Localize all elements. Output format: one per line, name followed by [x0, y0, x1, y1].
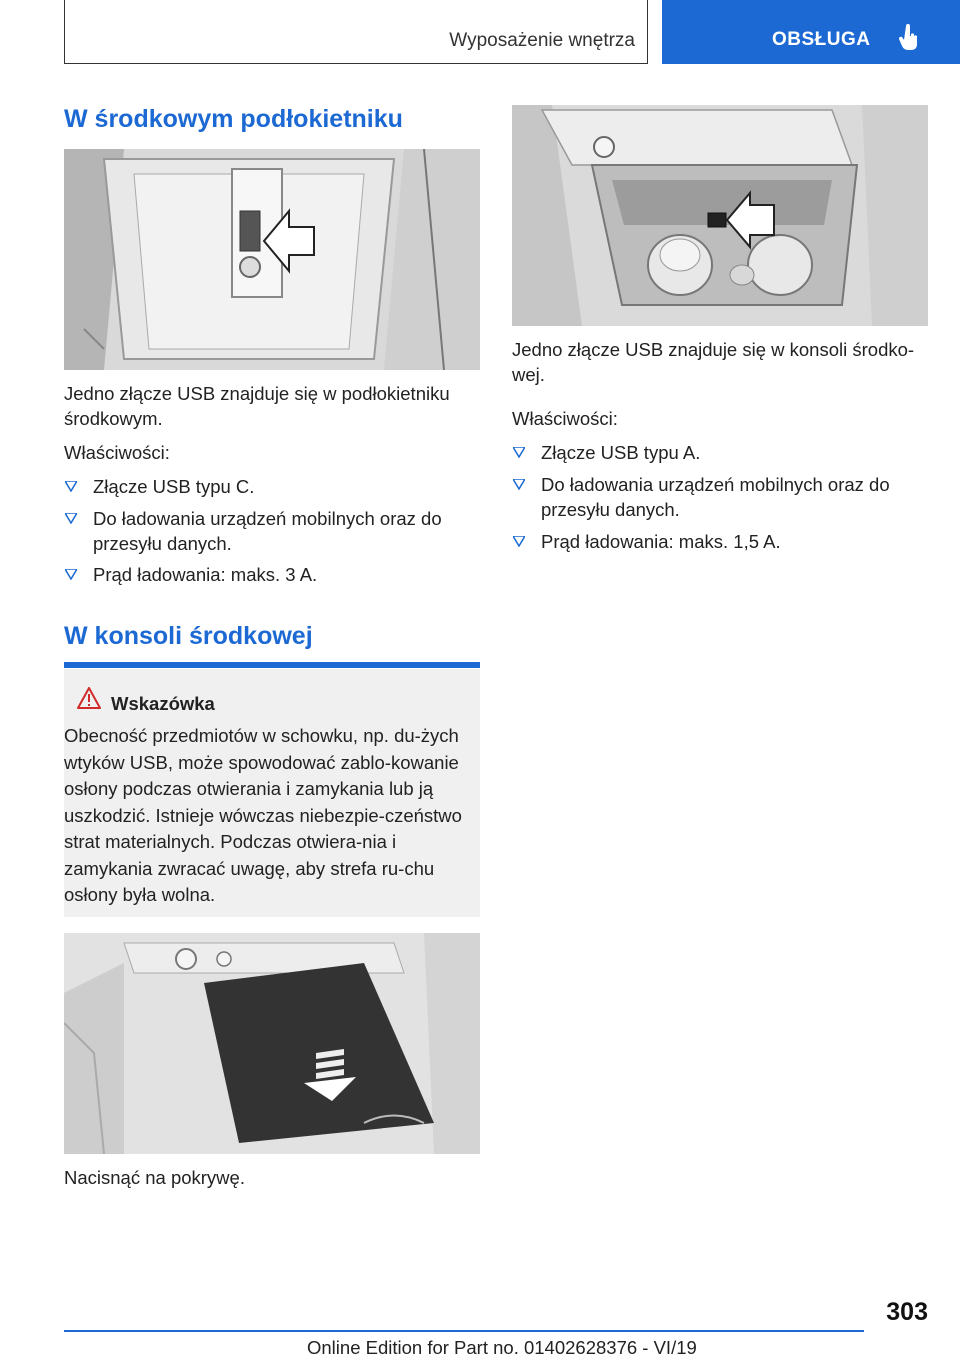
heading-center-console: W konsoli środkowej	[64, 622, 313, 650]
console-description: Jedno złącze USB znajduje się w konsoli środko-wej.	[512, 339, 915, 385]
list-item	[512, 529, 928, 554]
hand-pointer-icon	[898, 24, 920, 52]
cover-caption: Nacisnąć na pokrywę.	[64, 1167, 245, 1188]
list-item-text: Do ładowania urządzeń mobilnych oraz do przesyłu danych.	[93, 508, 442, 554]
triangle-bullet-icon	[513, 479, 525, 490]
list-item	[64, 562, 480, 587]
triangle-bullet-icon	[65, 481, 77, 492]
page-number: 303	[886, 1298, 928, 1326]
heading-armrest: W środkowym podłokietniku	[64, 105, 403, 133]
list-item-text: Prąd ładowania: maks. 1,5 A.	[541, 531, 781, 552]
list-item	[64, 474, 480, 499]
console-usb-image	[512, 105, 928, 326]
console-cover-image	[64, 933, 480, 1154]
armrest-usb-image	[64, 149, 480, 370]
triangle-bullet-icon	[513, 536, 525, 547]
footer-divider	[64, 1330, 864, 1332]
warning-box	[64, 669, 480, 917]
triangle-bullet-icon	[513, 447, 525, 458]
list-item-text: Do ładowania urządzeń mobilnych oraz do przesyłu danych.	[541, 474, 890, 520]
warning-title: Wskazówka	[111, 693, 215, 714]
list-item-text: Prąd ładowania: maks. 3 A.	[93, 564, 318, 585]
armrest-props-label: Właściwości:	[64, 442, 170, 463]
warning-triangle-icon	[77, 687, 101, 709]
list-item-text: Złącze USB typu C.	[93, 476, 255, 497]
list-item	[512, 440, 928, 465]
console-props-label: Właściwości:	[512, 408, 618, 429]
header-section-box	[64, 0, 648, 64]
header-section-title: Wyposażenie wnętrza	[449, 30, 635, 51]
section-divider	[64, 662, 480, 668]
list-item	[64, 506, 480, 556]
list-item	[512, 472, 928, 522]
footer-edition: Online Edition for Part no. 01402628376 - VI/19	[307, 1337, 697, 1358]
triangle-bullet-icon	[65, 569, 77, 580]
list-item-text: Złącze USB typu A.	[541, 442, 701, 463]
armrest-description: Jedno złącze USB znajduje się w podłokietniku środkowym.	[64, 383, 450, 429]
header-tab[interactable]	[662, 0, 960, 64]
warning-text: Obecność przedmiotów w schowku, np. du-żych wtyków USB, może spowodować zablo-kowanie osłony podczas otwierania i zamykania lub ją uszkodzić. Istnieje wówczas niebezpie-czeństwo strat materialnych. Podczas otwiera-nia i zamykania zwracać uwagę, aby strefa ru-chu osłony była wolna.	[64, 725, 462, 905]
header-tab-label: OBSŁUGA	[772, 29, 871, 50]
triangle-bullet-icon	[65, 513, 77, 524]
